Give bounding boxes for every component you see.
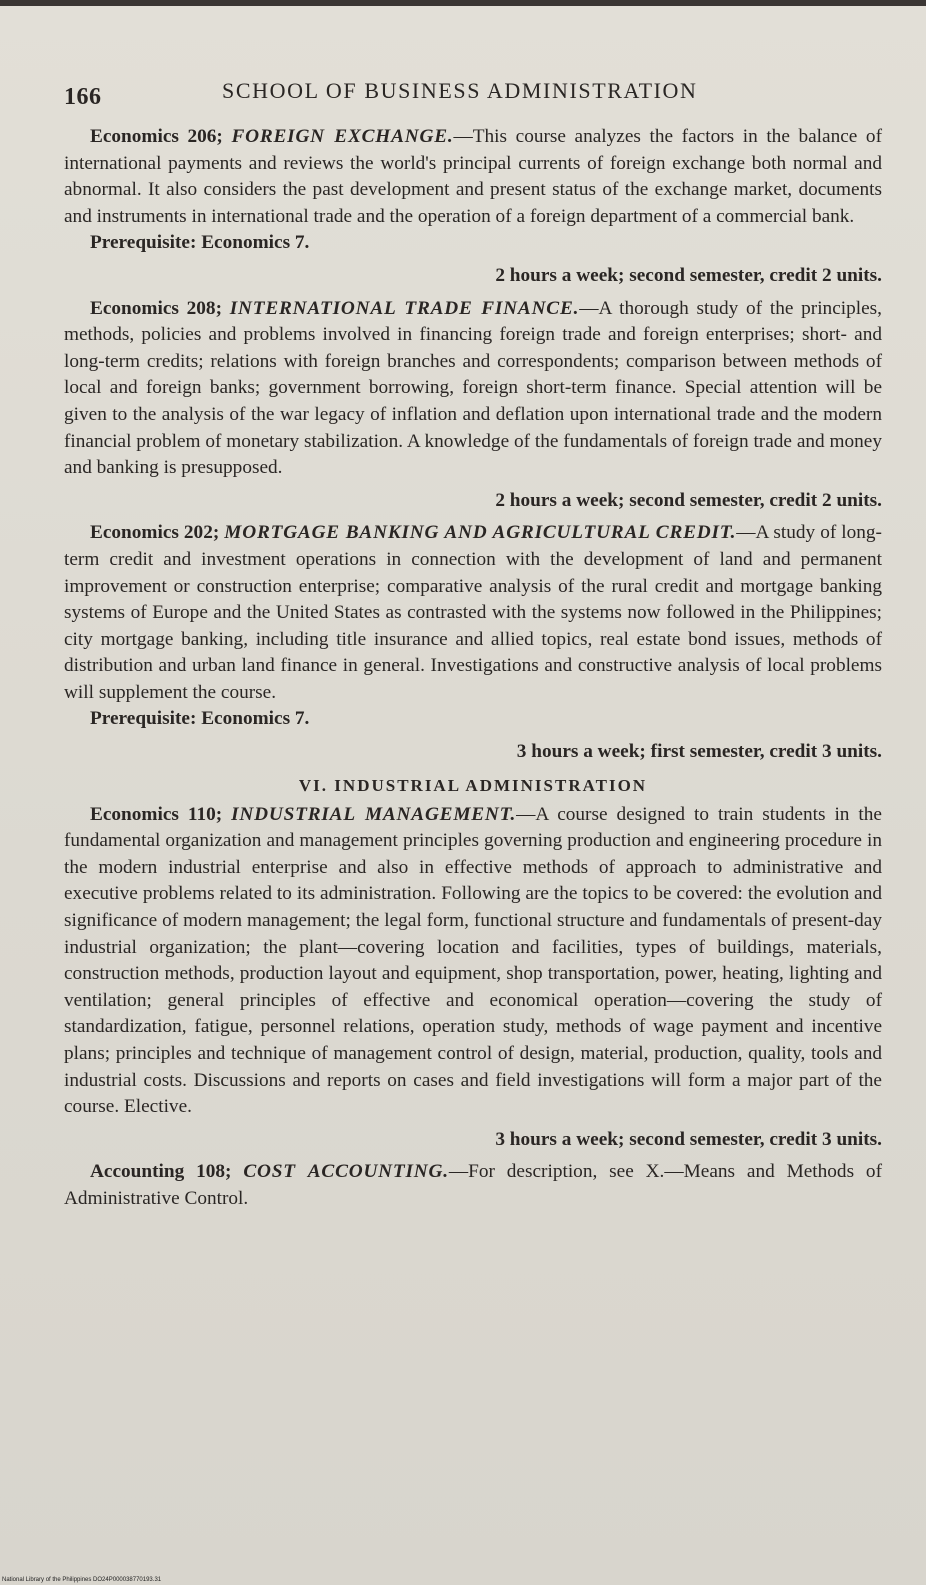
prerequisite: Prerequisite: Economics 7. (90, 708, 310, 730)
course-id: Economics 208; (90, 297, 222, 319)
prerequisite: Prerequisite: Economics 7. (90, 232, 310, 254)
course-entry-economics-208 (64, 296, 882, 482)
course-id: Economics 202; (90, 522, 220, 544)
running-title: SCHOOL OF BUSINESS ADMINISTRATION (222, 78, 698, 103)
schedule: 3 hours a week; second semester, credit 3 units. (495, 1128, 882, 1150)
course-entry-economics-110 (64, 802, 882, 1121)
schedule: 2 hours a week; second semester, credit 2 units. (495, 264, 882, 286)
page-header (64, 76, 884, 116)
course-entry-economics-206 (64, 124, 882, 230)
schedule: 3 hours a week; first semester, credit 3 units. (516, 741, 882, 763)
course-description: —A course designed to train students in the fundamental organization and management principles governing production and engineering procedure in the modern industrial enterprise and also in effective methods of approach to administrative and executive problems related to its administration. Following are the topics to be covered: the evolution and significance of modern management; the legal form, functional structure and fundamentals of present-day industrial organization; the plant—covering location and facilities, types of buildings, materials, construction methods, production layout and equipment, shop transportation, power, heating, lighting and ventilation; general principles of effective and economical operation—covering the study of standardization, fatigue, personnel relations, operation study, methods of wage payment and incentive plans; principles and technique of management control of design, material, production, quality, tools and industrial costs. Discussions and reports on cases and field investigations will form a major part of the course. Elective. (64, 803, 882, 1118)
page-number: 166 (64, 84, 102, 110)
library-stamp: National Library of the Philippines DO24P000038770193.31 (2, 1577, 162, 1583)
course-title: INDUSTRIAL MANAGEMENT. (231, 803, 517, 825)
section-heading: VI. INDUSTRIAL ADMINISTRATION (298, 775, 648, 795)
course-description: —For description, see X.—Means and Methods of Administrative Control. (64, 1161, 882, 1209)
course-description: —A study of long-term credit and investment operations in connection with the development of land and permanent improvement or construction enterprise; comparative analysis of the rural credit and mortgage banking systems of Europe and the United States as contrasted with the systems now followed in the Philippines; city mortgage banking, including title insurance and allied topics, real estate bond issues, methods of distribution and urban land finance in general. Investigations and constructive analysis of local problems will supplement the course. (64, 522, 882, 703)
course-id: Economics 206; (90, 126, 223, 147)
page-content (64, 124, 882, 1213)
course-entry-accounting-108 (64, 1159, 882, 1212)
course-description: —This course analyzes the factors in the balance of international payments and reviews the world's principal currents of foreign exchange both normal and abnormal. It also considers the past development and present status of the exchange market, documents and instruments in international trade and the operation of a foreign department of a commercial bank. (64, 126, 882, 227)
scan-edge (0, 0, 926, 6)
course-id: Economics 110; (90, 803, 223, 825)
schedule: 2 hours a week; second semester, credit 2 units. (495, 489, 882, 511)
course-title: INTERNATIONAL TRADE FINANCE. (229, 297, 580, 319)
course-entry-economics-202 (64, 520, 882, 706)
course-description: —A thorough study of the principles, methods, policies and problems involved in financing foreign trade and foreign enterprises; short- and long-term credits; relations with foreign branches and correspondents; comparison between methods of local and foreign banks; government borrowing, foreign short-term finance. Special attention will be given to the analysis of the war legacy of inflation and deflation upon international trade and the modern financial problem of monetary stabilization. A knowledge of the fundamentals of foreign trade and money and banking is presupposed. (64, 297, 882, 479)
course-id: Accounting 108; (90, 1161, 232, 1183)
course-title: MORTGAGE BANKING AND AGRICULTURAL CREDIT. (224, 522, 737, 544)
course-title: FOREIGN EXCHANGE. (231, 126, 454, 147)
course-title: COST ACCOUNTING. (243, 1161, 449, 1183)
